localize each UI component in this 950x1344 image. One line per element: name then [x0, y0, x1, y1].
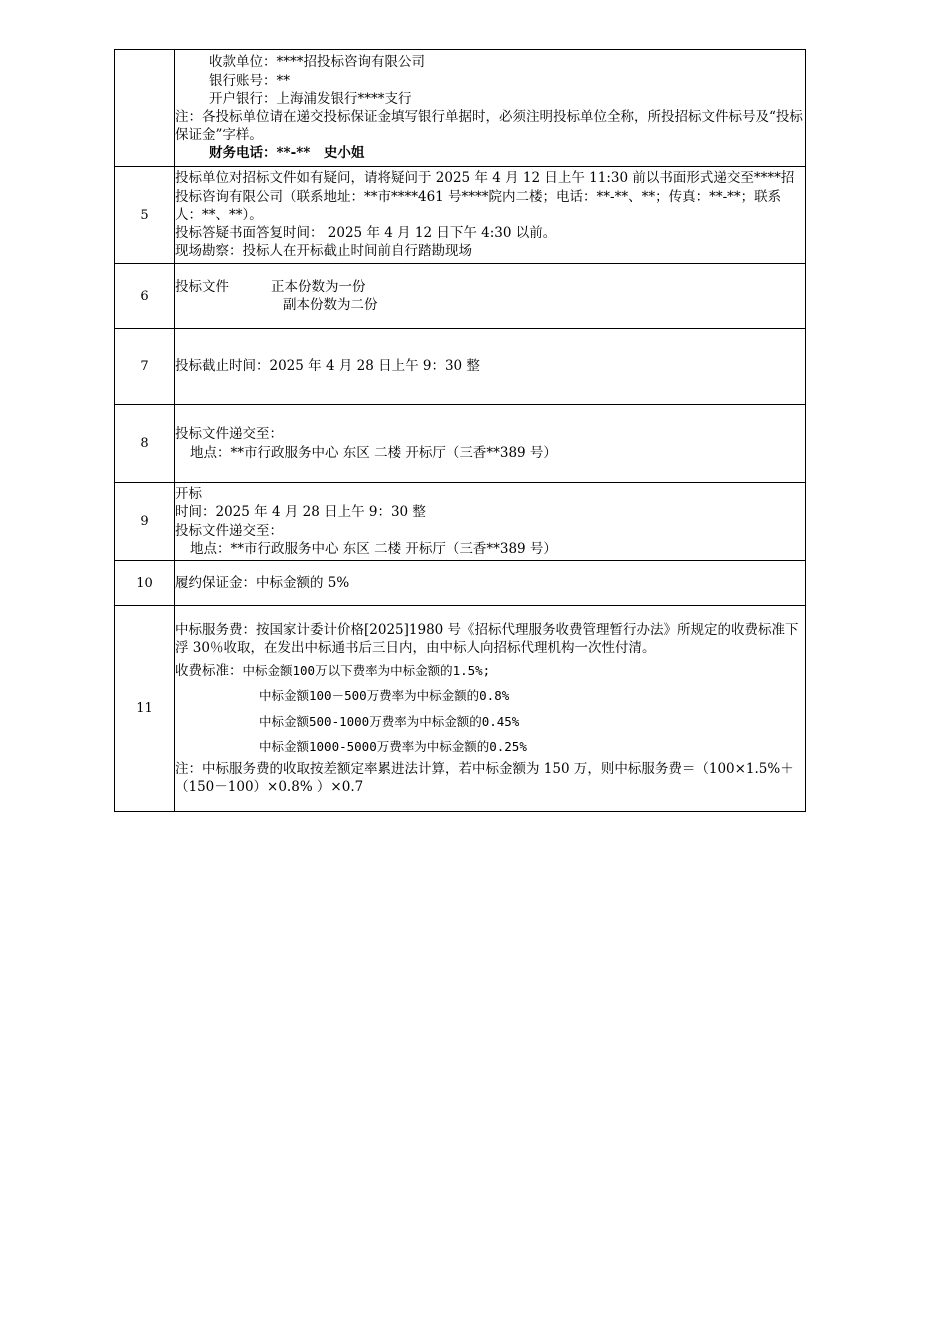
finance-phone-line: 财务电话：**-** 史小姐 [209, 145, 365, 162]
service-fee-intro: 中标服务费：按国家计委计价格[2025]1980 号《招标代理服务收费管理暂行办法》所规定的收费标准下浮 30％收取，在发出中标通书后三日内，由中标人向招标代理机构一次性付清。 [175, 621, 799, 656]
table-row-8 [115, 405, 806, 483]
fee-tier-1: 中标金额100万以下费率为中标金额的1.5%; [242, 663, 491, 679]
bank-name-line: 开户银行：上海浦发银行****支行 [209, 90, 412, 107]
row-content [175, 405, 806, 483]
row-number [115, 50, 175, 167]
deadline-line: 投标截止时间：2025 年 4 月 28 日上午 9：30 整 [175, 358, 480, 375]
fee-tier-2: 中标金额100－500万费率为中标金额的0.8% [259, 688, 510, 704]
table-row-7 [115, 329, 806, 405]
bank-account-line: 银行账号：** [209, 72, 290, 89]
reply-time-line: 投标答疑书面答复时间： 2025 年 4 月 12 日下午 4:30 以前。 [175, 225, 557, 242]
site-survey-line: 现场勘察：投标人在开标截止时间前自行踏勘现场 [175, 243, 472, 260]
row-content [175, 264, 806, 329]
deposit-note: 注：各投标单位请在递交投标保证金填写银行单据时，必须注明投标单位全称，所投招标文件标号及“投标保证金”字样。 [175, 109, 803, 144]
fee-tier-3: 中标金额500-1000万费率为中标金额的0.45% [259, 713, 520, 729]
fee-calculation-note: 注：中标服务费的收取按差额定率累进法计算，若中标金额为 150 万，则中标服务费＝（100×1.5%＋（150－100）×0.8% ）×0.7 [175, 760, 794, 796]
row-number: 7 [115, 329, 175, 405]
location-line: 地点：**市行政服务中心 东区 二楼 开标厅（三香**389 号） [190, 444, 557, 461]
table-row-5 [115, 167, 806, 264]
duplicate-copies: 副本份数为二份 [283, 297, 378, 313]
submit-to-line: 投标文件递交至： [175, 522, 283, 539]
tender-info-table [114, 49, 806, 812]
row-number: 5 [115, 167, 175, 264]
table-row-10 [115, 561, 806, 606]
table-row-11 [115, 606, 806, 812]
row-content [175, 561, 806, 606]
opening-title: 开标 [175, 486, 202, 503]
table-row-bank-info [115, 50, 806, 167]
row-number: 10 [115, 561, 175, 606]
bid-docs-label: 投标文件 [175, 278, 229, 295]
submit-to-line: 投标文件递交至： [175, 426, 283, 443]
row-number: 11 [115, 606, 175, 812]
row-number: 6 [115, 264, 175, 329]
table-row-9 [115, 483, 806, 561]
row-content [175, 50, 806, 167]
row-content [175, 329, 806, 405]
performance-bond-line: 履约保证金：中标金额的 5% [175, 574, 350, 591]
fee-standard-label: 收费标准： [175, 663, 243, 680]
fee-tier-4: 中标金额1000-5000万费率为中标金额的0.25% [259, 738, 527, 754]
location-line: 地点：**市行政服务中心 东区 二楼 开标厅（三香**389 号） [190, 540, 557, 557]
row-number: 9 [115, 483, 175, 561]
row-content [175, 606, 806, 812]
inquiry-paragraph: 投标单位对招标文件如有疑问，请将疑问于 2025 年 4 月 12 日上午 11:30 前以书面形式递交至****招投标咨询有限公司（联系地址：**市****461 号****院内二楼；电话：**-**、**；传真：**-**；联系人：**、**）。 [175, 170, 795, 223]
opening-time-line: 时间：2025 年 4 月 28 日上午 9：30 整 [175, 504, 426, 521]
row-content [175, 167, 806, 264]
table-row-6 [115, 264, 806, 329]
row-number: 8 [115, 405, 175, 483]
row-content [175, 483, 806, 561]
payee-line: 收款单位：****招投标咨询有限公司 [209, 54, 425, 71]
original-copies: 正本份数为一份 [271, 278, 366, 295]
